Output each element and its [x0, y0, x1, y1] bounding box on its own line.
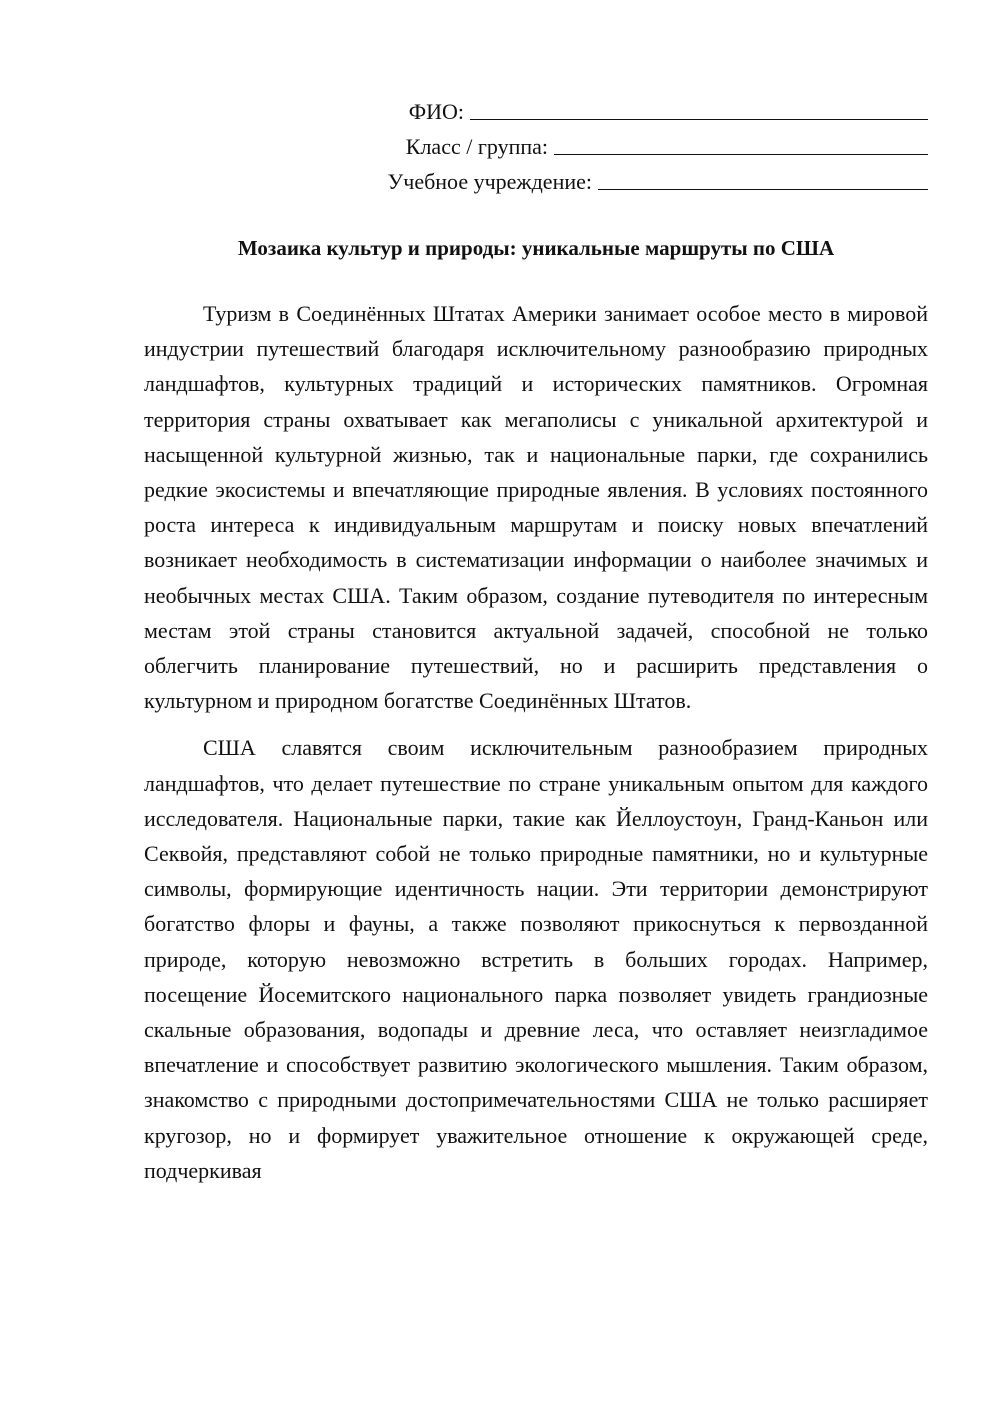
fio-row: [368, 94, 928, 129]
fio-label: ФИО:: [408, 99, 464, 124]
paragraph-1: Туризм в Соединённых Штатах Америки занимает особое место в мировой индустрии путешествий благодаря исключительному разнообразию природных ландшафтов, культурных традиций и исторических памятников. Огромная территория страны охватывает как мегаполисы с уникальной архитектурой и насыщенной культурной жизнью, так и национальные парки, где сохранились редкие экосистемы и впечатляющие природные явления. В условиях постоянного роста интереса к индивидуальным маршрутам и поиску новых впечатлений возникает необходимость в систематизации информации о наиболее значимых и необычных местах США. Таким образом, создание путеводителя по интересным местам этой страны становится актуальной задачей, способной не только облегчить планирование путешествий, но и расширить представления о культурном и природном богатстве Соединённых Штатов.: [144, 301, 928, 714]
paragraph-2: США славятся своим исключительным разнообразием природных ландшафтов, что делает путешествие по стране уникальным опытом для каждого исследователя. Национальные парки, такие как Йеллоустоун, Гранд-Каньон или Секвойя, представляют собой не только природные памятники, но и культурные символы, формирующие идентичность нации. Эти территории демонстрируют богатство флоры и фауны, а также позволяют прикоснуться к первозданной природе, которую невозможно встретить в больших городах. Например, посещение Йосемитского национального парка позволяет увидеть грандиозные скальные образования, водопады и древние леса, что оставляет неизгладимое впечатление и способствует развитию экологического мышления. Таким образом, знакомство с природными достопримечательностями США не только расширяет кругозор, но и формирует уважительное отношение к окружающей среде, подчеркивая: [144, 735, 928, 1183]
school-blank-line: [598, 189, 928, 190]
school-row: [368, 164, 928, 199]
school-label: Учебное учреждение:: [387, 169, 592, 194]
document-body: [144, 296, 928, 1188]
class-blank-line: [554, 154, 928, 155]
class-row: [368, 129, 928, 164]
class-label: Класс / группа:: [405, 134, 548, 159]
document-title: Мозаика культур и природы: уникальные маршруты по США: [237, 236, 835, 260]
fio-blank-line: [470, 119, 928, 120]
student-info-header: [368, 94, 928, 199]
